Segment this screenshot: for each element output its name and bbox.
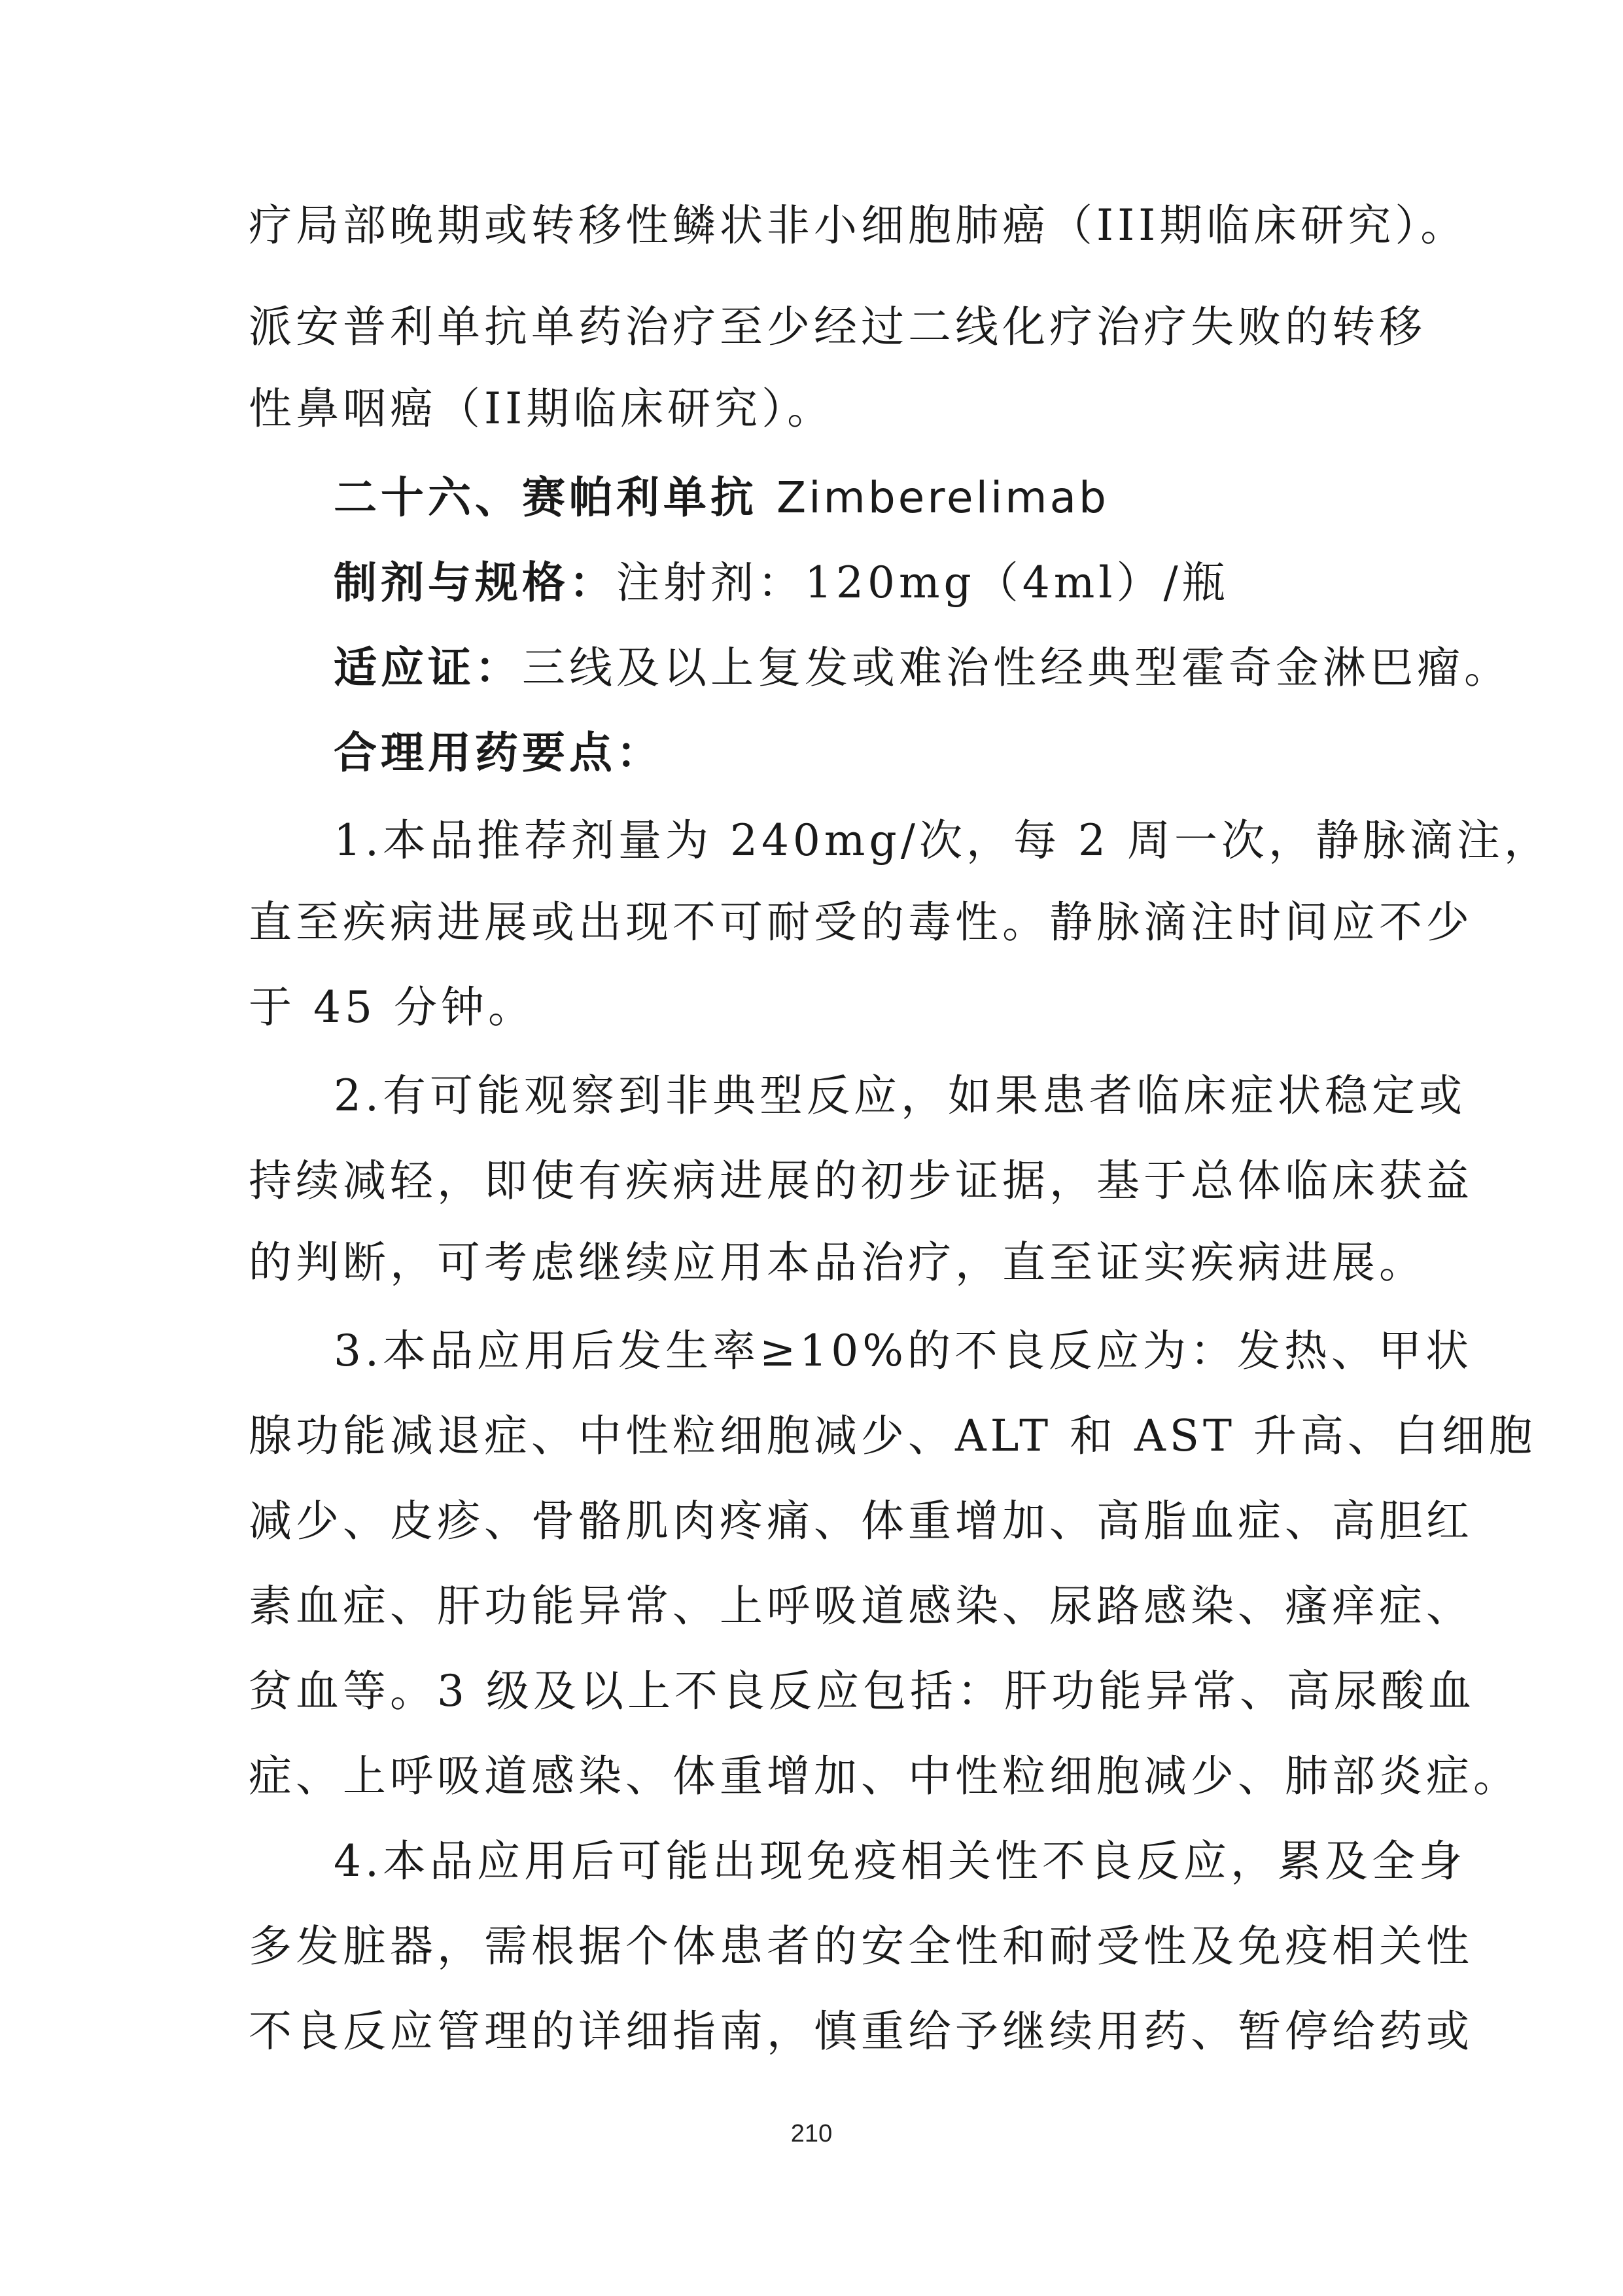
point-line: 直至疾病进展或出现不可耐受的毒性。静脉滴注时间应不少 xyxy=(249,897,1473,947)
indication-line xyxy=(334,638,1511,698)
body-text-line: 派安普利单抗单药治疗至少经过二线化疗治疗失败的转移 xyxy=(249,302,1426,352)
point-line: 贫血等。3 级及以上不良反应包括：肝功能异常、高尿酸血 xyxy=(249,1666,1475,1716)
point-line: 不良反应管理的详细指南，慎重给予继续用药、暂停给药或 xyxy=(249,2006,1473,2057)
point-line: 2.有可能观察到非典型反应，如果患者临床症状稳定或 xyxy=(334,1070,1466,1121)
point-line: 多发脏器，需根据个体患者的安全性和耐受性及免疫相关性 xyxy=(249,1921,1473,1971)
spec-label: 制剂与规格： xyxy=(334,557,616,608)
body-text-line: 疗局部晚期或转移性鳞状非小细胞肺癌（III期临床研究）。 xyxy=(249,200,1468,251)
section-heading xyxy=(334,468,1485,527)
point-line: 素血症、肝功能异常、上呼吸道感染、尿路感染、瘙痒症、 xyxy=(249,1581,1473,1631)
point-line: 1.本品推荐剂量为 240mg/次，每 2 周一次，静脉滴注， xyxy=(334,815,1551,866)
point-line: 于 45 分钟。 xyxy=(249,982,535,1033)
point-line: 症、上呼吸道感染、体重增加、中性粒细胞减少、肺部炎症。 xyxy=(249,1751,1520,1801)
key-points-heading: 合理用药要点： xyxy=(334,727,663,778)
point-line: 3.本品应用后发生率≥10%的不良反应为：发热、甲状 xyxy=(334,1326,1473,1376)
spec-line xyxy=(334,553,1485,612)
point-line: 4.本品应用后可能出现免疫相关性不良反应，累及全身 xyxy=(334,1836,1466,1886)
point-line: 持续减轻，即使有疾病进展的初步证据，基于总体临床获益 xyxy=(249,1156,1473,1206)
body-text-line: 性鼻咽癌（II期临床研究）。 xyxy=(249,383,835,434)
point-line: 腺功能减退症、中性粒细胞减少、ALT 和 AST 升高、白细胞 xyxy=(249,1411,1536,1461)
point-line: 的判断，可考虑继续应用本品治疗，直至证实疾病进展。 xyxy=(249,1237,1426,1288)
indication-label: 适应证： xyxy=(334,642,522,693)
page-number: 210 xyxy=(790,2120,833,2147)
indication-value: 三线及以上复发或难治性经典型霍奇金淋巴瘤。 xyxy=(522,643,1511,693)
section-heading-cn: 二十六、赛帕利单抗 xyxy=(334,472,758,523)
point-line: 减少、皮疹、骨骼肌肉疼痛、体重增加、高脂血症、高胆红 xyxy=(249,1496,1473,1546)
spec-value: 注射剂：120mg（4ml）/瓶 xyxy=(616,557,1229,608)
section-heading-en: Zimberelimab xyxy=(776,472,1109,523)
